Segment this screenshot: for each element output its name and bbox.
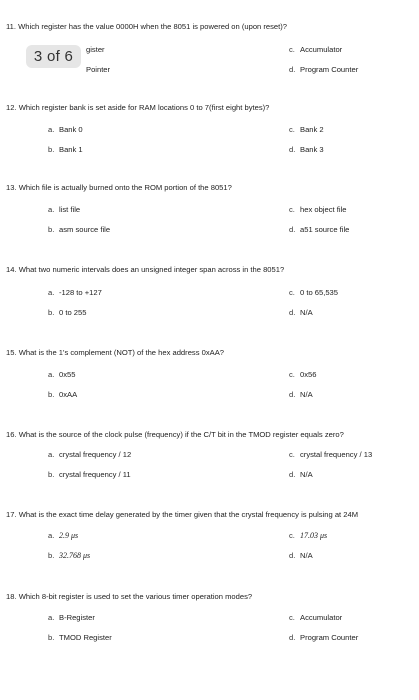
option-17-a[interactable]: a. 2.9 μs [48,531,79,540]
option-13-d[interactable]: d. a51 source file [289,225,350,234]
question-text: What two numeric intervals does an unsigned integer span across in the 8051? [18,265,285,274]
option-16-d[interactable]: d. N/A [289,470,313,479]
option-12-c[interactable]: c. Bank 2 [289,125,324,134]
question-text: Which register bank is set aside for RAM locations 0 to 7(first eight bytes)? [18,103,270,112]
question-number: 16. [6,430,17,439]
question-text: Which 8-bit register is used to set the various timer operation modes? [18,592,253,601]
question-text: Which file is actually burned onto the ROM portion of the 8051? [18,183,232,192]
question-number: 18. [6,592,17,601]
option-15-b[interactable]: b. 0xAA [48,390,78,399]
option-18-c[interactable]: c. Accumulator [289,613,343,622]
option-14-d[interactable]: d. N/A [289,308,313,317]
option-11-b[interactable]: Pointer [86,65,111,74]
question-18 [6,592,252,601]
page-indicator-badge [26,45,81,68]
option-11-d[interactable]: d. Program Counter [289,65,359,74]
question-11 [6,22,287,31]
option-18-b[interactable]: b. TMOD Register [48,633,112,642]
question-number: 15. [6,348,17,357]
question-number: 17. [6,510,17,519]
question-12 [6,103,269,112]
option-13-c[interactable]: c. hex object file [289,205,347,214]
question-17 [6,510,358,519]
question-number: 13. [6,183,17,192]
question-14 [6,265,284,274]
option-18-a[interactable]: a. B-Register [48,613,95,622]
option-14-c[interactable]: c. 0 to 65,535 [289,288,339,297]
option-12-b[interactable]: b. Bank 1 [48,145,83,154]
option-17-c[interactable]: c. 17.03 μs [289,531,328,540]
option-18-d[interactable]: d. Program Counter [289,633,359,642]
option-13-a[interactable]: a. list file [48,205,81,214]
question-number: 11. [6,22,16,31]
option-17-b[interactable]: b. 32.768 μs [48,551,91,560]
question-number: 14. [6,265,17,274]
question-text: What is the exact time delay generated by the timer given that the crystal frequency is pulsing at 24M [18,510,359,519]
option-14-a[interactable]: a. -128 to +127 [48,288,102,297]
question-13 [6,183,232,192]
question-text: What is the 1's complement (NOT) of the hex address 0xAA? [18,348,224,357]
option-15-a[interactable]: a. 0x55 [48,370,76,379]
question-16 [6,430,344,439]
question-15 [6,348,224,357]
option-15-d[interactable]: d. N/A [289,390,313,399]
question-number: 12. [6,103,17,112]
option-16-a[interactable]: a. crystal frequency / 12 [48,450,132,459]
option-11-c[interactable]: c. Accumulator [289,45,343,54]
option-16-c[interactable]: c. crystal frequency / 13 [289,450,373,459]
option-12-a[interactable]: a. Bank 0 [48,125,83,134]
option-15-c[interactable]: c. 0x56 [289,370,317,379]
question-text: Which register has the value 0000H when the 8051 is powered on (upon reset)? [18,22,288,31]
option-12-d[interactable]: d. Bank 3 [289,145,324,154]
question-text: What is the source of the clock pulse (frequency) if the C/T bit in the TMOD register equals zero? [18,430,344,439]
option-13-b[interactable]: b. asm source file [48,225,111,234]
option-11-a[interactable]: gister [86,45,105,54]
option-17-d[interactable]: d. N/A [289,551,313,560]
page-indicator-label: 3 of 6 [33,48,74,65]
option-16-b[interactable]: b. crystal frequency / 11 [48,470,131,479]
option-14-b[interactable]: b. 0 to 255 [48,308,87,317]
